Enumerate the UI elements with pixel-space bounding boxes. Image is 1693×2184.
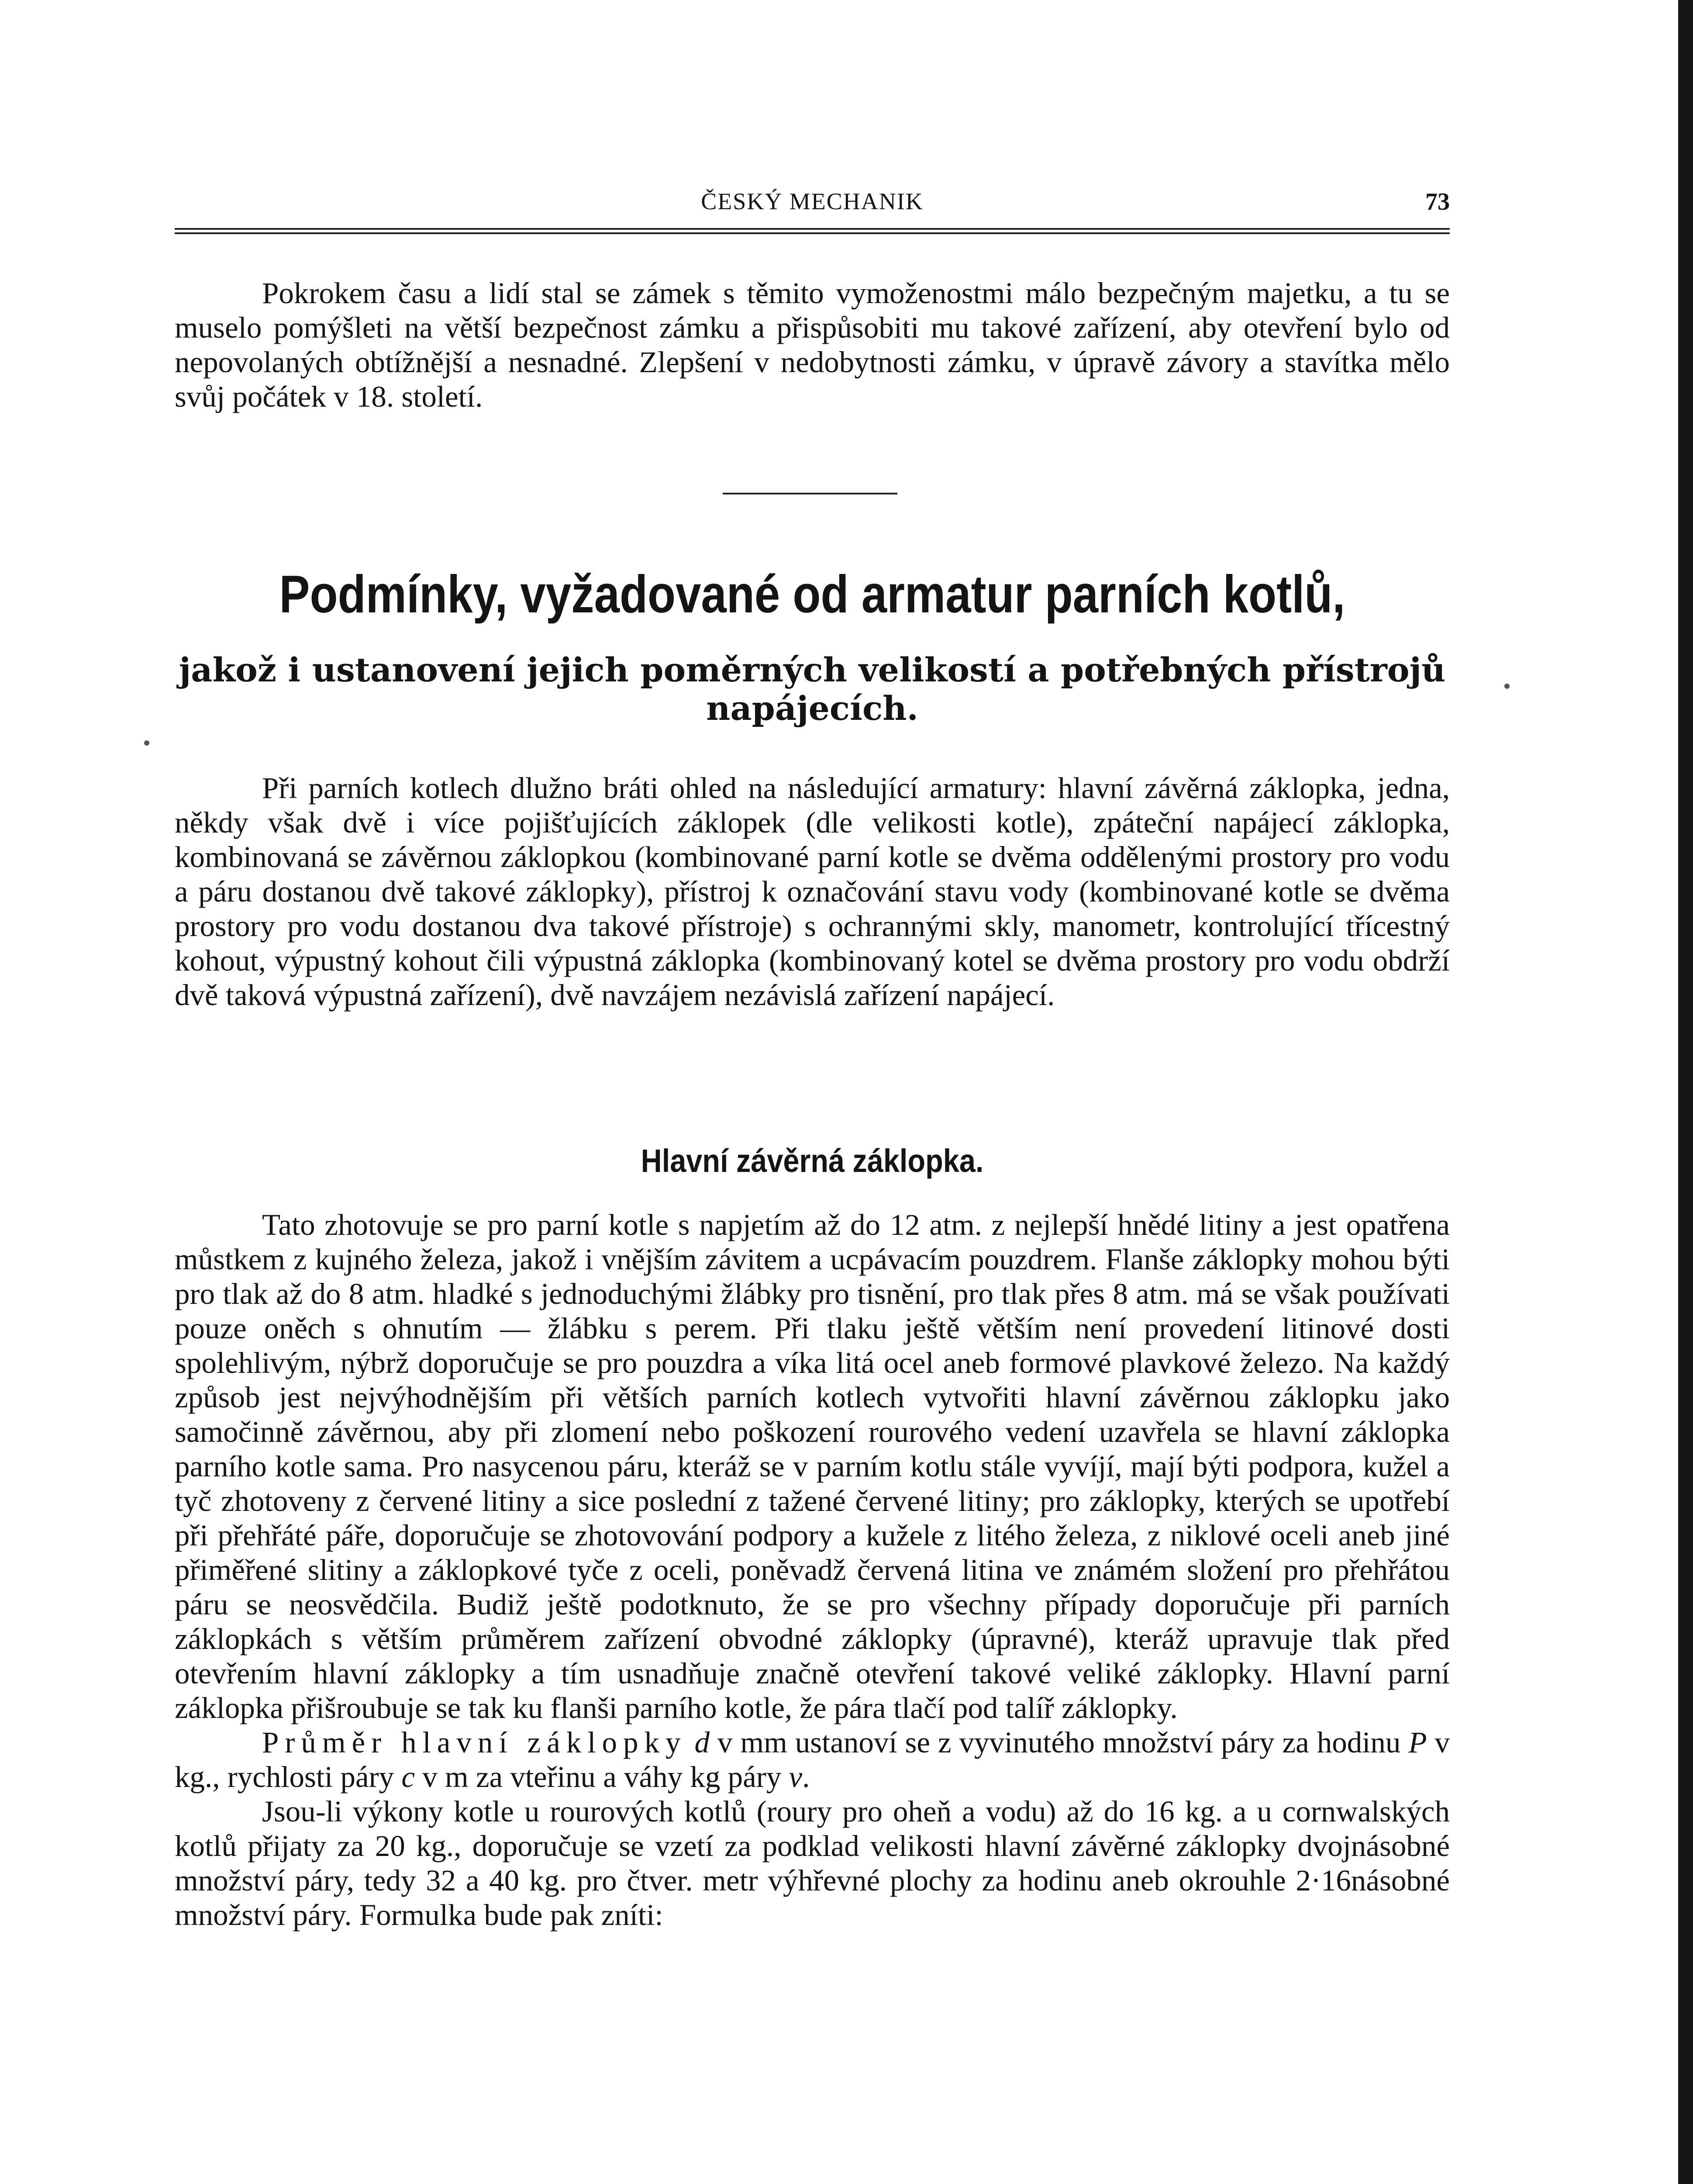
intro-paragraph: Pokrokem času a lidí stal se zámek s těmito vymoženostmi málo bezpečným majetku, a tu se muselo pomýšleti na větší bezpečnost zámku a přispůsobiti mu takové zařízení, aby otevření bylo od nepovolaných obtížnější a nesnadné. Zlepšení v nedobytnosti zámku, v úpravě závory a stavítka mělo svůj počátek v 18. století. [175, 276, 1450, 413]
article-subtitle: jakož i ustanovení jejich poměrných velikostí a potřebných přístrojů napájecích. [179, 650, 1446, 728]
diameter-text-a: v mm ustanoví se z vyvinutého množství páry za hodinu [709, 1726, 1409, 1759]
paragraph-main-valve: Tato zhotovuje se pro parní kotle s napjetím až do 12 atm. z nejlepší hnědé litiny a jest opatřena můstkem z kujného železa, jakož i vnějším závitem a ucpávacím pouzdrem. Flanše záklopky mohou býti pro tlak až do 8 atm. hladké s jednoduchými žlábky pro tisnění, pro tlak přes 8 atm. má se však používati pouze oněch s ohnutím — žlábku s perem. Při tlaku ještě větším není provedení litinové dosti spolehlivým, nýbrž doporučuje se pro pouzdra a víka litá ocel aneb formové plavkové železo. Na každý způsob jest nejvýhodnějším při větších parních kotlech vytvořiti hlavní závěrnou záklopku jako samočinně závěrnou, aby při zlomení nebo poškození rourového vedení uzavřela se hlavní záklopka parního kotle sama. Pro nasycenou páru, kteráž se v parním kotlu stále vyvíjí, mají býti podpora, kužel a tyč zhotoveny z červené litiny a sice poslední z tažené červené litiny; pro záklopky, kterých se upotřebí při přehřáté páře, doporučuje se zhotovování podpory a kužele z litého železa, z niklové oceli aneb jiné přiměřené slitiny a záklopkové tyče z oceli, poněvadž červená litina ve známém složení pro přehřátou páru se neosvědčila. Budiž ještě podotknuto, že se pro všechny případy doporučuje při parních záklopkách s větším průměrem zařízení obvodné záklopky (úpravné), kteráž upravuje tlak před otevřením hlavní záklopky a tím usnadňuje značně otevření takové veliké záklopky. Hlavní parní záklopka přišroubuje se tak ku flanši parního kotle, že pára tlačí pod talíř záklopky. [175, 1208, 1450, 1724]
paragraph-armatures: Při parních kotlech dlužno bráti ohled na následující armatury: hlavní závěrná záklopka, jedna, někdy však dvě i více pojišťujících záklopek (dle velikosti kotle), zpáteční napájecí záklopka, kombinovaná se závěrnou záklopkou (kombinované parní kotle se dvěma oddělenými prostory pro vodu a páru dostanou dvě takové záklopky), přístroj k označování stavu vody (kombinované kotle se dvěma prostory pro vodu dostanou dva takové přístroje) s ochrannými skly, manometr, kontrolující třícestný kohout, výpustný kohout čili výpustná záklopka (kombinovaný kotel se dvěma prostory pro vodu obdrží dvě taková výpustná zařízení), dvě navzájem nezávislá zařízení napájecí. [175, 771, 1450, 1012]
page-number: 73 [1425, 188, 1450, 215]
scan-page-edge [1678, 0, 1693, 2184]
page-header [175, 188, 1450, 227]
header-rule [175, 228, 1450, 234]
paragraph-boiler-output: Jsou-li výkony kotle u rourových kotlů (roury pro oheň a vodu) až do 16 kg. a u cornwalských kotlů přijaty za 20 kg., doporučuje se vzetí za podklad velikosti hlavní závěrné záklopky dvojnásobné množství páry, tedy 32 a 40 kg. pro čtver. metr výhřevné plochy za hodinu aneb okrouhle 2·16násobné množství páry. Formulka bude pak zníti: [175, 1795, 1450, 1932]
diameter-text-d: . [802, 1760, 810, 1794]
section-heading: Hlavní závěrná záklopka. [641, 1143, 984, 1179]
spaced-term: Průměr hlavní záklopky [262, 1726, 687, 1759]
variable-c: c [401, 1760, 415, 1794]
article-text-2 [175, 1208, 1450, 1932]
scan-speck [144, 740, 149, 746]
variable-P: P [1408, 1726, 1427, 1759]
diameter-text-b: v kg., rychlosti páry [175, 1726, 1450, 1794]
running-head: ČESKÝ MECHANIK [701, 188, 924, 214]
article-text-1 [175, 771, 1450, 1013]
variable-v: v [789, 1760, 803, 1794]
article-title: Podmínky, vyžadované od armatur parních kotlů, [279, 564, 1345, 624]
paragraph-diameter [175, 1725, 1450, 1794]
intro-text [175, 276, 1450, 414]
diameter-text-c: v m za vteřinu a váhy kg páry [414, 1760, 789, 1794]
variable-d: d [694, 1726, 710, 1759]
scan-speck [1504, 684, 1510, 689]
section-divider [723, 493, 897, 494]
